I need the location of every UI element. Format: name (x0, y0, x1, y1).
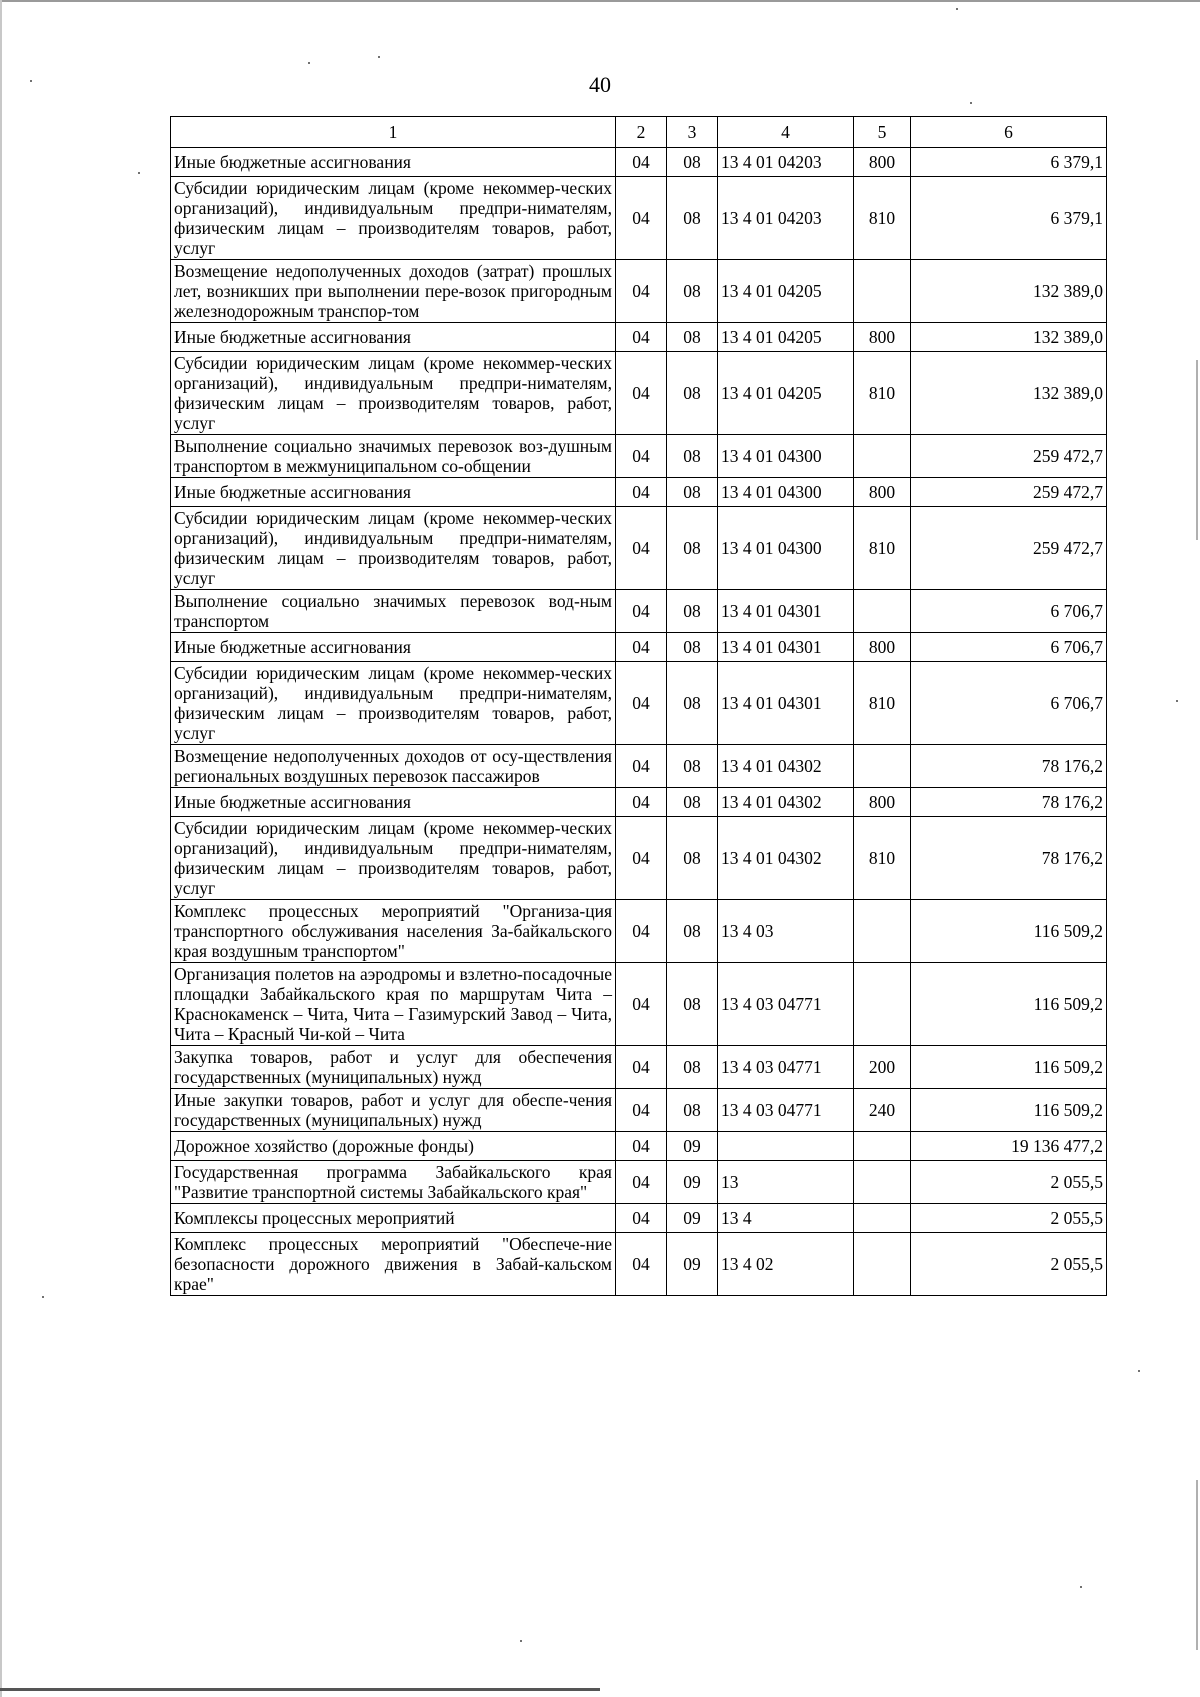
row-subsection: 08 (667, 900, 718, 963)
row-target-article: 13 4 01 04302 (718, 788, 854, 817)
row-amount: 259 472,7 (911, 435, 1107, 478)
row-amount: 116 509,2 (911, 900, 1107, 963)
scan-edge-left (0, 0, 2, 1697)
table-row (171, 435, 1107, 478)
row-target-article: 13 4 01 04203 (718, 177, 854, 260)
row-target-article: 13 4 01 04300 (718, 435, 854, 478)
row-subsection: 09 (667, 1233, 718, 1296)
budget-allocation-table (170, 116, 1107, 1296)
row-expense-type (854, 260, 911, 323)
row-target-article: 13 4 03 04771 (718, 963, 854, 1046)
row-section: 04 (616, 1161, 667, 1204)
row-section: 04 (616, 817, 667, 900)
scan-edge-right-lower (1196, 1480, 1198, 1650)
row-name: Организация полетов на аэродромы и взлетно-посадочные площадки Забайкальского края по маршрутам Чита – Краснокаменск – Чита, Чита – Газимурский Завод – Чита, Чита – Красный Чи-кой – Чита (171, 963, 616, 1046)
row-expense-type: 810 (854, 507, 911, 590)
row-name: Выполнение социально значимых перевозок воз-душным транспортом в межмуниципальном со-общении (171, 435, 616, 478)
row-expense-type: 810 (854, 352, 911, 435)
row-target-article: 13 4 01 04301 (718, 633, 854, 662)
row-target-article: 13 4 (718, 1204, 854, 1233)
row-amount: 259 472,7 (911, 478, 1107, 507)
table-row (171, 633, 1107, 662)
row-target-article: 13 4 01 04300 (718, 478, 854, 507)
scan-speck (520, 1640, 522, 1642)
header-cell-subsection: 3 (667, 117, 718, 148)
row-target-article: 13 (718, 1161, 854, 1204)
table-row (171, 788, 1107, 817)
row-amount: 78 176,2 (911, 817, 1107, 900)
table-row (171, 1089, 1107, 1132)
row-section: 04 (616, 745, 667, 788)
scan-speck (1080, 1586, 1082, 1588)
row-subsection: 09 (667, 1204, 718, 1233)
row-subsection: 08 (667, 963, 718, 1046)
row-section: 04 (616, 1089, 667, 1132)
table-row (171, 745, 1107, 788)
row-subsection: 08 (667, 177, 718, 260)
header-cell-target-article: 4 (718, 117, 854, 148)
row-name: Государственная программа Забайкальского края "Развитие транспортной системы Забайкальского края" (171, 1161, 616, 1204)
table-row (171, 900, 1107, 963)
scan-speck (42, 1296, 44, 1298)
row-expense-type: 810 (854, 662, 911, 745)
row-name: Иные бюджетные ассигнования (171, 478, 616, 507)
scan-speck (1138, 1370, 1140, 1372)
row-target-article: 13 4 03 (718, 900, 854, 963)
row-target-article: 13 4 03 04771 (718, 1046, 854, 1089)
table-row (171, 260, 1107, 323)
row-expense-type: 810 (854, 817, 911, 900)
row-amount: 2 055,5 (911, 1233, 1107, 1296)
row-name: Субсидии юридическим лицам (кроме некоммер-ческих организаций), индивидуальным предпри-нимателям, физическим лицам – производителям товаров, работ, услуг (171, 817, 616, 900)
row-section: 04 (616, 662, 667, 745)
row-section: 04 (616, 177, 667, 260)
page-number: 40 (589, 72, 611, 97)
row-target-article: 13 4 01 04205 (718, 352, 854, 435)
row-name: Комплекс процессных мероприятий "Обеспече-ние безопасности дорожного движения в Забай-кальском крае" (171, 1233, 616, 1296)
row-amount: 6 706,7 (911, 633, 1107, 662)
header-cell-section: 2 (616, 117, 667, 148)
row-section: 04 (616, 963, 667, 1046)
scan-speck (1176, 700, 1178, 702)
row-subsection: 08 (667, 148, 718, 177)
row-target-article (718, 1132, 854, 1161)
row-amount: 19 136 477,2 (911, 1132, 1107, 1161)
row-subsection: 08 (667, 507, 718, 590)
table-row (171, 177, 1107, 260)
row-subsection: 08 (667, 1089, 718, 1132)
row-amount: 6 379,1 (911, 148, 1107, 177)
row-target-article: 13 4 02 (718, 1233, 854, 1296)
row-expense-type: 800 (854, 323, 911, 352)
row-expense-type: 800 (854, 788, 911, 817)
row-target-article: 13 4 01 04301 (718, 590, 854, 633)
row-name: Иные закупки товаров, работ и услуг для обеспе-чения государственных (муниципальных) нужд (171, 1089, 616, 1132)
row-subsection: 08 (667, 352, 718, 435)
row-section: 04 (616, 900, 667, 963)
row-target-article: 13 4 01 04203 (718, 148, 854, 177)
row-expense-type (854, 1161, 911, 1204)
row-target-article: 13 4 03 04771 (718, 1089, 854, 1132)
row-expense-type: 200 (854, 1046, 911, 1089)
row-target-article: 13 4 01 04300 (718, 507, 854, 590)
row-section: 04 (616, 148, 667, 177)
table-row (171, 1161, 1107, 1204)
row-expense-type: 800 (854, 478, 911, 507)
table-row (171, 148, 1107, 177)
row-name: Субсидии юридическим лицам (кроме некоммер-ческих организаций), индивидуальным предпри-нимателям, физическим лицам – производителям товаров, работ, услуг (171, 352, 616, 435)
row-subsection: 08 (667, 1046, 718, 1089)
row-name: Субсидии юридическим лицам (кроме некоммер-ческих организаций), индивидуальным предпри-нимателям, физическим лицам – производителям товаров, работ, услуг (171, 507, 616, 590)
row-expense-type: 240 (854, 1089, 911, 1132)
row-name: Иные бюджетные ассигнования (171, 633, 616, 662)
header-cell-name: 1 (171, 117, 616, 148)
row-amount: 6 706,7 (911, 662, 1107, 745)
row-subsection: 08 (667, 788, 718, 817)
row-target-article: 13 4 01 04301 (718, 662, 854, 745)
scan-speck (378, 56, 380, 58)
scan-edge-top (0, 0, 1200, 2)
row-amount: 259 472,7 (911, 507, 1107, 590)
row-section: 04 (616, 323, 667, 352)
row-expense-type: 800 (854, 148, 911, 177)
row-expense-type (854, 745, 911, 788)
row-subsection: 08 (667, 435, 718, 478)
scan-edge-right (1196, 360, 1198, 540)
row-subsection: 08 (667, 478, 718, 507)
row-section: 04 (616, 478, 667, 507)
table-row (171, 352, 1107, 435)
row-name: Иные бюджетные ассигнования (171, 788, 616, 817)
row-expense-type: 810 (854, 177, 911, 260)
row-amount: 116 509,2 (911, 1089, 1107, 1132)
scan-speck (956, 8, 958, 10)
row-name: Субсидии юридическим лицам (кроме некоммер-ческих организаций), индивидуальным предпри-нимателям, физическим лицам – производителям товаров, работ, услуг (171, 662, 616, 745)
scan-speck (138, 172, 140, 174)
scan-speck (970, 102, 972, 104)
row-amount: 2 055,5 (911, 1161, 1107, 1204)
table-header-row (171, 117, 1107, 148)
table-row (171, 1132, 1107, 1161)
row-subsection: 09 (667, 1132, 718, 1161)
table-row (171, 662, 1107, 745)
row-amount: 132 389,0 (911, 260, 1107, 323)
row-target-article: 13 4 01 04302 (718, 817, 854, 900)
row-amount: 132 389,0 (911, 352, 1107, 435)
table-row (171, 590, 1107, 633)
row-expense-type: 800 (854, 633, 911, 662)
row-expense-type (854, 1233, 911, 1296)
row-name: Возмещение недополученных доходов (затрат) прошлых лет, возникших при выполнении пере-возок пригородным железнодорожным транспор-том (171, 260, 616, 323)
row-section: 04 (616, 788, 667, 817)
row-target-article: 13 4 01 04302 (718, 745, 854, 788)
row-amount: 6 706,7 (911, 590, 1107, 633)
row-name: Иные бюджетные ассигнования (171, 323, 616, 352)
row-name: Дорожное хозяйство (дорожные фонды) (171, 1132, 616, 1161)
table-row (171, 1233, 1107, 1296)
header-cell-amount: 6 (911, 117, 1107, 148)
row-expense-type (854, 1204, 911, 1233)
row-subsection: 08 (667, 745, 718, 788)
row-amount: 116 509,2 (911, 1046, 1107, 1089)
table-row (171, 1046, 1107, 1089)
table-row (171, 963, 1107, 1046)
row-section: 04 (616, 1046, 667, 1089)
row-section: 04 (616, 435, 667, 478)
table-row (171, 817, 1107, 900)
row-name: Закупка товаров, работ и услуг для обеспечения государственных (муниципальных) нужд (171, 1046, 616, 1089)
table-row (171, 1204, 1107, 1233)
row-expense-type (854, 590, 911, 633)
row-amount: 78 176,2 (911, 745, 1107, 788)
row-section: 04 (616, 260, 667, 323)
row-name: Иные бюджетные ассигнования (171, 148, 616, 177)
row-expense-type (854, 1132, 911, 1161)
row-subsection: 08 (667, 662, 718, 745)
scan-speck (308, 62, 310, 64)
row-section: 04 (616, 507, 667, 590)
row-expense-type (854, 435, 911, 478)
row-subsection: 09 (667, 1161, 718, 1204)
row-expense-type (854, 900, 911, 963)
scan-edge-bottom (0, 1688, 600, 1691)
row-section: 04 (616, 1233, 667, 1296)
row-section: 04 (616, 590, 667, 633)
table-row (171, 323, 1107, 352)
row-amount: 2 055,5 (911, 1204, 1107, 1233)
row-amount: 78 176,2 (911, 788, 1107, 817)
row-subsection: 08 (667, 633, 718, 662)
row-target-article: 13 4 01 04205 (718, 323, 854, 352)
row-amount: 6 379,1 (911, 177, 1107, 260)
row-target-article: 13 4 01 04205 (718, 260, 854, 323)
row-subsection: 08 (667, 260, 718, 323)
row-name: Выполнение социально значимых перевозок вод-ным транспортом (171, 590, 616, 633)
row-name: Комплекс процессных мероприятий "Организа-ция транспортного обслуживания населения За-байкальского края воздушным транспортом" (171, 900, 616, 963)
row-subsection: 08 (667, 590, 718, 633)
row-name: Возмещение недополученных доходов от осу-ществления региональных воздушных перевозок пассажиров (171, 745, 616, 788)
row-section: 04 (616, 352, 667, 435)
row-amount: 132 389,0 (911, 323, 1107, 352)
row-expense-type (854, 963, 911, 1046)
row-section: 04 (616, 1132, 667, 1161)
header-cell-expense-type: 5 (854, 117, 911, 148)
row-section: 04 (616, 1204, 667, 1233)
row-subsection: 08 (667, 323, 718, 352)
row-amount: 116 509,2 (911, 963, 1107, 1046)
row-subsection: 08 (667, 817, 718, 900)
row-section: 04 (616, 633, 667, 662)
row-name: Субсидии юридическим лицам (кроме некоммер-ческих организаций), индивидуальным предпри-нимателям, физическим лицам – производителям товаров, работ, услуг (171, 177, 616, 260)
row-name: Комплексы процессных мероприятий (171, 1204, 616, 1233)
table-row (171, 507, 1107, 590)
table-row (171, 478, 1107, 507)
